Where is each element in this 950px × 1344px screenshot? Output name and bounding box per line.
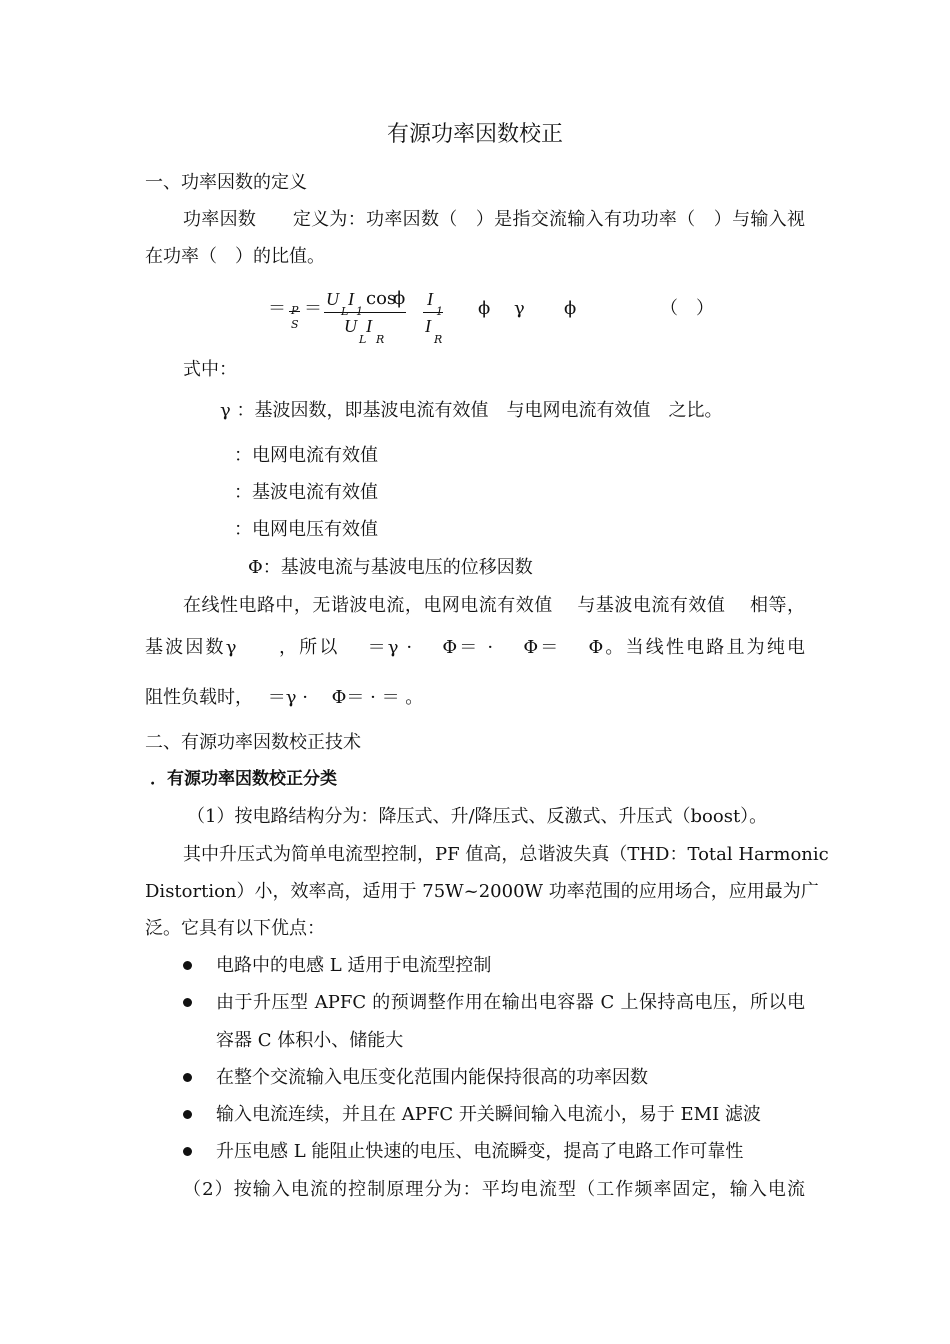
def-displacement-factor: Φ：基波电流与基波电压的位移因数 [248,557,533,578]
def-grid-current: ：电网电流有效值 [234,445,378,466]
formula-num-u: U [326,289,339,309]
formula-fraction-line-3 [423,312,443,313]
bullet-item: 输入电流连续，并且在 APFC 开关瞬间输入电流小，易于 EMI 滤波 [216,1104,761,1125]
bullet-dot [183,998,192,1007]
formula-den-sub-r: R [376,333,385,346]
classification-item-2: （2）按输入电流的控制原理分为：平均电流型（工作频率固定，输入电流 [183,1179,805,1200]
bullet-dot [183,1147,192,1156]
bullet-dot [183,1110,192,1119]
bullet-item: 由于升压型 APFC 的预调整作用在输出电容器 C 上保持高电压，所以电 [216,992,805,1013]
bullet-item: 在整个交流输入电压变化范围内能保持很高的功率因数 [216,1067,648,1088]
formula-i1: I [427,289,433,309]
formula-num-i: I [348,289,354,309]
formula-fraction-line-2 [324,312,406,313]
formula-equals-2: ＝ [304,298,322,319]
formula-phi: ϕ [393,288,406,309]
formula-tail-gamma: γ [514,298,525,319]
formula-ir-sub: R [434,333,443,346]
formula-cos: cos [366,288,397,309]
boost-para-line-2: Distortion）小，效率高，适用于 75W~2000W 功率范围的应用场合，应用最为广 [145,881,819,902]
formula-ir: I [425,316,431,336]
linear-line-3: 阻性负载时， ＝γ · Φ＝ · ＝ 。 [145,687,424,708]
bullet-dot [183,1073,192,1082]
bullet-item: 升压电感 L 能阻止快速的电压、电流瞬变，提高了电路工作可靠性 [216,1141,744,1162]
boost-para-line-1: 其中升压式为简单电流型控制，PF 值高，总谐波失真（THD：Total Harmonic [183,844,829,865]
bullet-dot [183,961,192,970]
intro-line-2: 在功率（ ）的比值。 [145,246,325,267]
page-title: 有源功率因数校正 [386,122,563,147]
intro-line-1: 功率因数 定义为：功率因数（ ）是指交流输入有功功率（ ）与输入视 [183,209,805,230]
formula-den-u: U [344,316,357,336]
boost-para-line-3: 泛。它具有以下优点： [145,918,325,939]
formula-den-sub-l: L [359,333,367,346]
def-grid-voltage: ：电网电压有效值 [234,519,378,540]
classification-item-1: （1）按电路结构分为：降压式、升/降压式、反激式、升压式（boost）。 [187,806,768,827]
section-2-subheading: ．有源功率因数校正分类 [150,769,337,789]
formula-number: （ ） [660,298,714,319]
where-label: 式中： [183,359,237,380]
linear-line-2: 基波因数γ ，所以 ＝γ · Φ＝ · Φ＝ Φ。当线性电路且为纯电 [145,637,805,658]
formula-den-i: I [366,316,372,336]
formula-tail-phi-2: ϕ [564,298,577,319]
linear-line-1: 在线性电路中，无谐波电流，电网电流有效值 与基波电流有效值 相等， [183,595,805,616]
section-2-heading: 二、有源功率因数校正技术 [145,732,361,753]
def-gamma: γ ：基波因数，即基波电流有效值 与电网电流有效值 之比。 [220,400,723,421]
formula-s: S [291,318,299,331]
bullet-item: 电路中的电感 L 适用于电流型控制 [216,955,492,976]
def-fundamental-current: ：基波电流有效值 [234,482,378,503]
bullet-item-continuation: 容器 C 体积小、储能大 [216,1030,404,1051]
formula-tail-phi-1: ϕ [478,298,491,319]
formula-equals-1: ＝ [268,298,286,319]
formula-fraction-line-1 [289,311,300,312]
section-1-heading: 一、功率因数的定义 [145,172,307,193]
